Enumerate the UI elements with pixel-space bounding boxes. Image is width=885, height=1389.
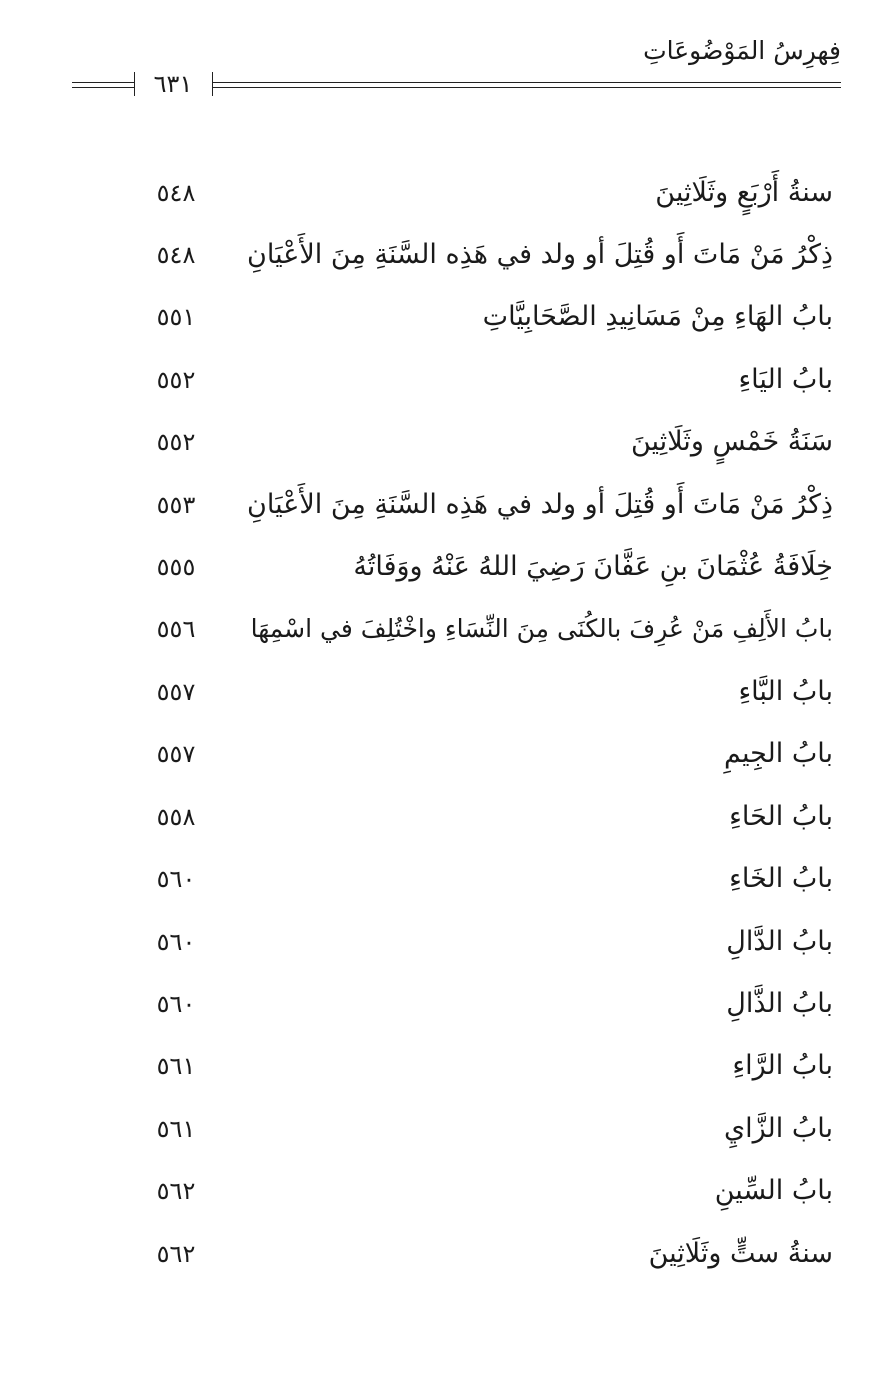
toc-entry	[0, 1224, 885, 1286]
toc-entry	[0, 163, 885, 225]
header-rule-divider-left	[134, 72, 135, 96]
toc-entry-title: سنةُ ستٍّ وثَلَاثِينَ	[648, 1238, 833, 1269]
toc-entry-title: بابُ الرَّاءِ	[732, 1050, 833, 1081]
toc-entry	[0, 849, 885, 911]
toc-entry-page: ٥٦٠	[156, 865, 196, 893]
toc-entry-title: بابُ الأَلِفِ مَنْ عُرِفَ بالكُنَى مِنَ النِّسَاءِ واخْتُلِفَ في اسْمِهَا	[250, 614, 833, 643]
toc-entry-title: بابُ اليَاءِ	[738, 364, 833, 395]
toc-entry-page: ٥٥٧	[156, 678, 196, 706]
page-number: ٦٣١	[153, 70, 193, 98]
toc-entry-page: ٥٦٠	[156, 928, 196, 956]
toc-entry-page: ٥٥١	[156, 303, 196, 331]
header-rule-left	[72, 82, 134, 83]
toc-entry-title: بابُ الحَاءِ	[729, 801, 833, 832]
toc-entry-page: ٥٥٦	[156, 615, 196, 643]
toc-entry-page: ٥٦٢	[156, 1240, 196, 1268]
toc-entry	[0, 912, 885, 974]
toc-entry	[0, 1036, 885, 1098]
toc-entry-title: سنةُ أَرْبَعٍ وثَلَاثِينَ	[655, 177, 833, 208]
toc-entry-title: بابُ السِّينِ	[714, 1175, 833, 1206]
toc-entry-title: بابُ الجِيمِ	[723, 738, 833, 769]
header-rule-right	[212, 82, 841, 83]
toc-entry	[0, 1099, 885, 1161]
toc-entry-page: ٥٦١	[156, 1115, 196, 1143]
toc-entry-title: بابُ الخَاءِ	[729, 863, 833, 894]
toc-entry	[0, 287, 885, 349]
toc-entry-title: بابُ الذَّالِ	[726, 988, 833, 1019]
toc-entry-page: ٥٥٢	[156, 366, 196, 394]
toc-entry-page: ٥٥٥	[156, 553, 196, 581]
toc-entry-page: ٥٥٢	[156, 428, 196, 456]
toc-entry	[0, 599, 885, 661]
toc-entry-page: ٥٤٨	[156, 241, 196, 269]
toc-entry-page: ٥٥٧	[156, 740, 196, 768]
toc-entry-page: ٥٦٠	[156, 990, 196, 1018]
toc-entry-title: ذِكْرُ مَنْ مَاتَ أَو قُتِلَ أو ولد في هَذِه السَّنَةِ مِنَ الأَعْيَانِ	[247, 489, 833, 520]
toc-entry-title: بابُ الدَّالِ	[726, 926, 833, 957]
header-rule-divider-right	[212, 72, 213, 96]
toc-entry-title: بابُ البَّاءِ	[738, 676, 833, 707]
toc-entry	[0, 787, 885, 849]
toc-entry-page: ٥٦١	[156, 1052, 196, 1080]
toc-entry	[0, 724, 885, 786]
toc-entry-title: بابُ الهَاءِ مِنْ مَسَانِيدِ الصَّحَابِيَّاتِ	[482, 301, 833, 332]
toc-entry	[0, 475, 885, 537]
toc-entry	[0, 1161, 885, 1223]
toc-entry-title: بابُ الزَّايِ	[723, 1113, 833, 1144]
toc-entry	[0, 974, 885, 1036]
toc-entry-page: ٥٤٨	[156, 179, 196, 207]
toc-entry-page: ٥٦٢	[156, 1177, 196, 1205]
running-title: فِهرِسُ المَوْضُوعَاتِ	[643, 36, 841, 65]
toc-entry	[0, 350, 885, 412]
toc-entry-title: خِلَافَةُ عُثْمَانَ بنِ عَفَّانَ رَضِيَ اللهُ عَنْهُ ووَفَاتُهُ	[353, 551, 833, 582]
toc-entry-title: سَنَةُ خَمْسٍ وثَلَاثِينَ	[630, 426, 833, 457]
toc-entry-page: ٥٥٣	[156, 491, 196, 519]
toc-entry-title: ذِكْرُ مَنْ مَاتَ أَو قُتِلَ أو ولد في هَذِه السَّنَةِ مِنَ الأَعْيَانِ	[247, 239, 833, 270]
toc-entry	[0, 662, 885, 724]
toc-entry	[0, 537, 885, 599]
toc-entry	[0, 412, 885, 474]
toc-entry	[0, 225, 885, 287]
toc-entry-page: ٥٥٨	[156, 803, 196, 831]
